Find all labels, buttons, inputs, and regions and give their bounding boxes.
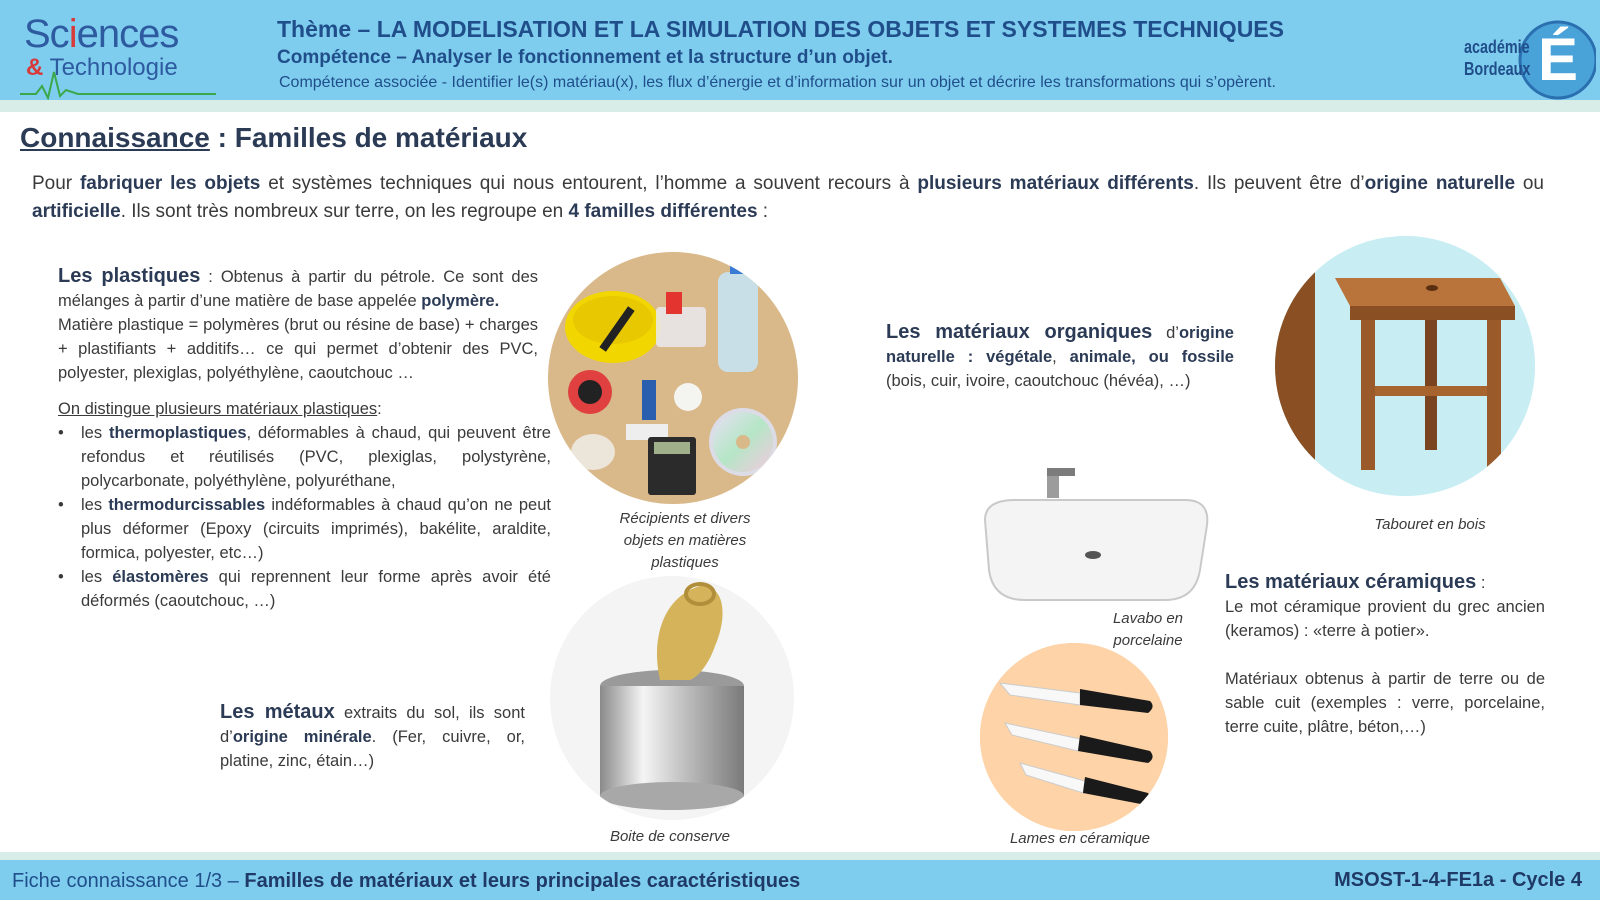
intro-paragraph: Pour fabriquer les objets et systèmes techniques qui nous entourent, l’homme a souvent recours à plusieurs matériaux différents. Ils peuvent être d’origine naturelle ou artificielle. Ils sont très nombreux sur terre, on les regroupe en 4 familles différentes : xyxy=(32,173,1544,222)
footer-strip xyxy=(0,852,1600,860)
ceramic-knives-image xyxy=(980,643,1168,831)
plastiques-composition: Matière plastique = polymères (brut ou résine de base) + charges + plastifiants + additifs… ce qui permet d’obtenir des PVC, polyester, plexiglas, polyéthylène, caoutchouc … xyxy=(58,316,538,382)
footer-fiche-title: Fiche connaissance 1/3 – Familles de matériaux et leurs principales caractéristiques xyxy=(12,870,801,892)
logo-sciences-text: Sciences xyxy=(24,12,179,56)
plastiques-list xyxy=(58,421,551,613)
tin-can-icon xyxy=(550,576,794,820)
caption-plastiques: Récipients et divers objets en matières plastiques xyxy=(619,510,751,571)
caption-lavabo: Lavabo en porcelaine xyxy=(1112,610,1184,649)
ceramiques-etymologie: Le mot céramique provient du grec ancien (keramos) : «terre à potier». xyxy=(1225,598,1545,640)
sciences-technologie-logo xyxy=(14,8,214,94)
ceramiques-exemples: Matériaux obtenus à partir de terre ou de sable cuit (exemples : verre, porcelaine, terre cuite, plâtre, béton,…) xyxy=(1225,670,1545,736)
header-strip xyxy=(0,100,1600,112)
plastic-objects-image xyxy=(548,252,798,504)
caption-conserve: Boite de conserve xyxy=(609,828,731,845)
competence-heading: Compétence – Analyser le fonctionnement et la structure d’un objet. xyxy=(277,47,893,68)
list-item: • les thermoplastiques, déformables à chaud, qui peuvent être refondus et réutilisés (PVC, plexiglas, polystyrène, polycarbonate, polyéthylène, polyuréthane, xyxy=(58,421,551,493)
plastic-objects-icon xyxy=(548,252,798,504)
wooden-stool-icon xyxy=(1275,236,1535,496)
theme-heading: Thème – LA MODELISATION ET LA SIMULATION DES OBJETS ET SYSTEMES TECHNIQUES xyxy=(277,16,1284,42)
page-title: Connaissance : Familles de matériaux xyxy=(20,122,528,153)
plastiques-intro: Les plastiques : Obtenus à partir du pétrole. Ce sont des mélanges à partir d’une matière de base appelée polymère. xyxy=(58,265,539,310)
tin-can-image xyxy=(550,576,794,820)
knives-icon xyxy=(980,643,1168,831)
metaux-section: Les métaux extraits du sol, ils sont d’origine minérale. (Fer, cuivre, or, platine, zinc, étain…) xyxy=(220,701,525,770)
caption-lames: Lames en céramique xyxy=(1009,830,1151,847)
plastiques-section xyxy=(58,264,551,613)
organiques-section: Les matériaux organiques d’origine naturelle : végétale, animale, ou fossile (bois, cuir, ivoire, caoutchouc (hévéa), …) xyxy=(886,321,1234,390)
ceramiques-section xyxy=(1225,570,1545,739)
logo-technologie-text: & Technologie xyxy=(26,54,178,81)
ceramiques-heading: Les matériaux céramiques : xyxy=(1225,571,1486,593)
svg-text:É: É xyxy=(1537,26,1579,93)
wooden-stool-image xyxy=(1275,236,1535,496)
list-item: • les élastomères qui reprennent leur forme après avoir été déformés (caoutchouc, …) xyxy=(58,565,551,613)
caption-tabouret: Tabouret en bois xyxy=(1374,516,1486,533)
academie-bordeaux-logo xyxy=(1460,4,1596,100)
porcelain-sink-image xyxy=(975,460,1215,620)
list-item: • les thermodurcissables indéformables à chaud qu’on ne peut plus déformer (Epoxy (circuits imprimés), bakélite, araldite, formica, polyester, etc…) xyxy=(58,493,551,565)
competence-associee-text: Compétence associée - Identifier le(s) matériau(x), les flux d’énergie et d’information sur un objet et décrire les transformations qui s’opèrent. xyxy=(279,74,1276,91)
academie-text: académie Bordeaux xyxy=(1464,37,1531,79)
plastiques-distingue: On distingue plusieurs matériaux plastiques: xyxy=(58,400,382,418)
sink-icon xyxy=(975,460,1215,620)
footer-reference: MSOST-1-4-FE1a - Cycle 4 xyxy=(1334,869,1582,891)
